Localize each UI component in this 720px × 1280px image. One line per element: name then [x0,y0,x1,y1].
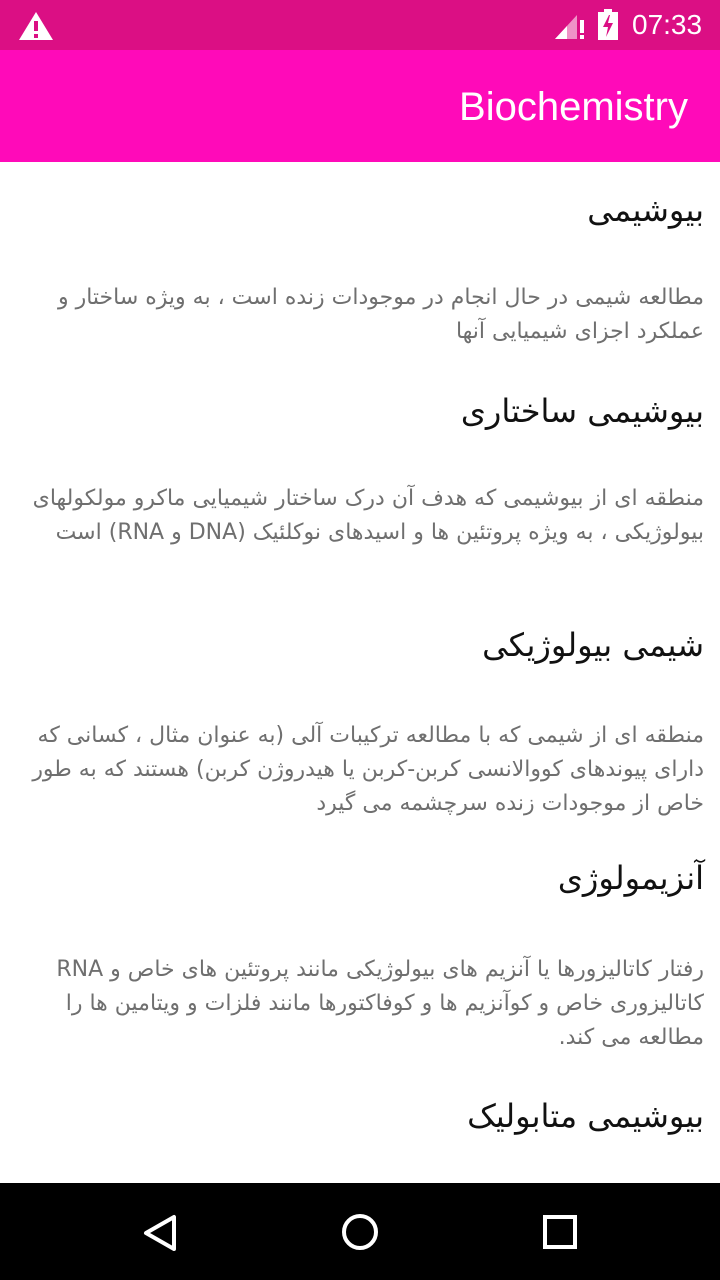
recents-icon[interactable] [542,1214,578,1250]
app-bar [0,50,720,162]
home-icon[interactable] [340,1212,380,1252]
battery-charging-icon [597,9,619,41]
clock: 07:33 [632,9,703,40]
section-heading: بیوشیمی ساختاری [460,392,704,430]
section-description: مطالعه شیمی در حال انجام در موجودات زنده است ، به ویژه ساختار و عملکرد اجزای شیمیایی آنها [57,285,704,344]
section-description: منطقه ای از بیوشیمی که هدف آن درک ساختار شیمیایی ماکرو مولکولهای بیولوژیکی ، به ویژه پروتئین ها و اسیدهای نوکلئیک (DNA و RNA) است [32,486,704,545]
content-list[interactable] [0,162,720,1183]
app-title: Biochemistry [459,85,688,129]
navigation-bar [0,1183,720,1280]
section-heading: بیوشیمی [587,191,704,229]
section-heading: آنزیمولوژی [557,859,704,897]
warning-icon [18,11,54,41]
section-description: رفتار کاتالیزورها یا آنزیم های بیولوژیکی مانند پروتئین های خاص و RNA کاتالیزوری خاص و کوآنزیم ها و کوفاکتورها مانند فلزات و ویتامین ها را مطالعه می کند. [56,957,704,1050]
status-bar [0,0,720,50]
back-icon[interactable] [140,1213,180,1253]
section-heading: شیمی بیولوژیکی [482,626,704,664]
signal-icon [553,12,587,40]
section-heading: بیوشیمی متابولیک [467,1097,704,1135]
section-description: منطقه ای از شیمی که با مطالعه ترکیبات آلی (به عنوان مثال ، کسانی که دارای پیوندهای کووالانسی کربن-کربن یا هیدروژن کربن) هستند که به طور خاص از موجودات زنده سرچشمه می گیرد [32,723,704,816]
